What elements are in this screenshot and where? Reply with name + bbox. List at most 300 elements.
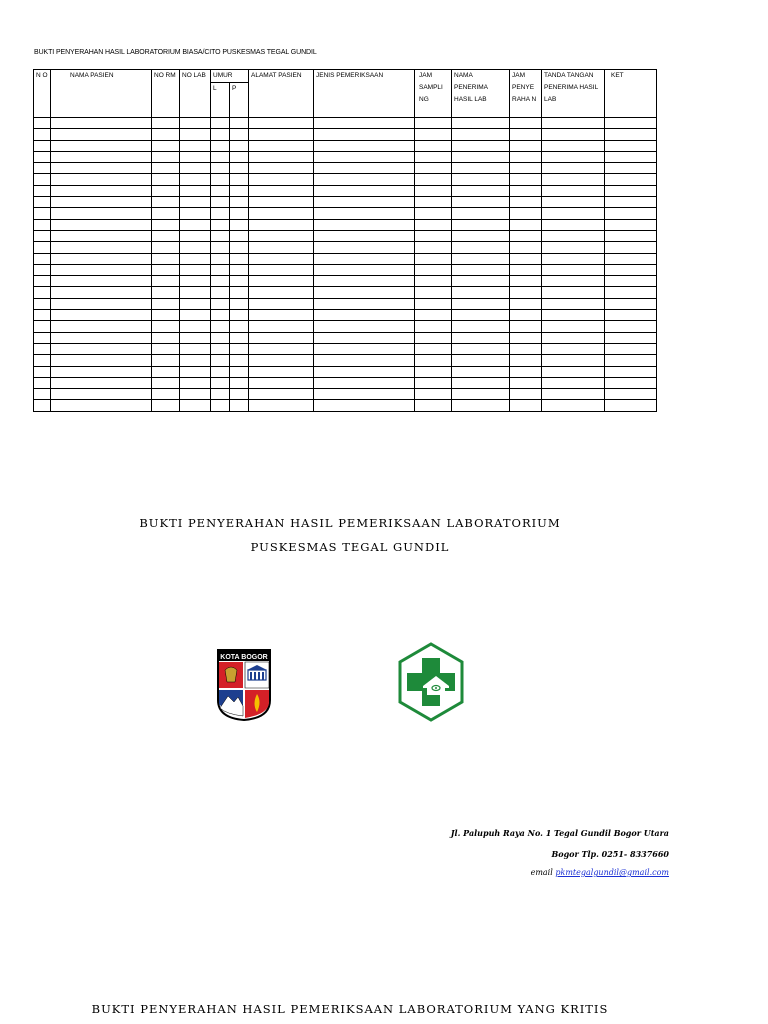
table-cell[interactable] xyxy=(34,389,51,400)
table-cell[interactable] xyxy=(510,276,542,287)
table-cell[interactable] xyxy=(415,287,452,298)
table-cell[interactable] xyxy=(542,151,605,162)
table-cell[interactable] xyxy=(152,310,180,321)
table-cell[interactable] xyxy=(415,377,452,388)
table-cell[interactable] xyxy=(510,332,542,343)
table-cell[interactable] xyxy=(230,377,249,388)
table-cell[interactable] xyxy=(415,343,452,354)
table-cell[interactable] xyxy=(51,298,152,309)
table-cell[interactable] xyxy=(605,140,657,151)
table-cell[interactable] xyxy=(51,287,152,298)
table-cell[interactable] xyxy=(542,118,605,129)
table-cell[interactable] xyxy=(249,174,314,185)
table-cell[interactable] xyxy=(605,197,657,208)
table-cell[interactable] xyxy=(415,355,452,366)
table-cell[interactable] xyxy=(34,310,51,321)
table-cell[interactable] xyxy=(249,253,314,264)
table-cell[interactable] xyxy=(314,355,415,366)
table-cell[interactable] xyxy=(452,163,510,174)
table-cell[interactable] xyxy=(152,355,180,366)
table-cell[interactable] xyxy=(249,242,314,253)
table-cell[interactable] xyxy=(510,219,542,230)
table-cell[interactable] xyxy=(249,366,314,377)
table-cell[interactable] xyxy=(605,129,657,140)
table-cell[interactable] xyxy=(51,310,152,321)
table-cell[interactable] xyxy=(152,276,180,287)
table-cell[interactable] xyxy=(249,163,314,174)
table-cell[interactable] xyxy=(180,332,211,343)
table-cell[interactable] xyxy=(152,264,180,275)
table-cell[interactable] xyxy=(211,197,230,208)
table-cell[interactable] xyxy=(510,400,542,411)
table-cell[interactable] xyxy=(314,230,415,241)
table-cell[interactable] xyxy=(415,129,452,140)
table-cell[interactable] xyxy=(314,287,415,298)
table-cell[interactable] xyxy=(152,343,180,354)
table-cell[interactable] xyxy=(314,276,415,287)
table-cell[interactable] xyxy=(51,163,152,174)
table-cell[interactable] xyxy=(542,310,605,321)
table-cell[interactable] xyxy=(542,400,605,411)
table-cell[interactable] xyxy=(314,310,415,321)
table-cell[interactable] xyxy=(605,343,657,354)
table-cell[interactable] xyxy=(230,310,249,321)
table-cell[interactable] xyxy=(230,208,249,219)
table-cell[interactable] xyxy=(415,242,452,253)
table-cell[interactable] xyxy=(230,253,249,264)
table-cell[interactable] xyxy=(211,298,230,309)
table-cell[interactable] xyxy=(211,377,230,388)
table-cell[interactable] xyxy=(314,197,415,208)
table-cell[interactable] xyxy=(51,321,152,332)
table-cell[interactable] xyxy=(211,208,230,219)
table-cell[interactable] xyxy=(180,242,211,253)
table-cell[interactable] xyxy=(34,276,51,287)
table-cell[interactable] xyxy=(415,185,452,196)
table-cell[interactable] xyxy=(605,298,657,309)
table-cell[interactable] xyxy=(415,276,452,287)
table-cell[interactable] xyxy=(211,129,230,140)
table-cell[interactable] xyxy=(314,174,415,185)
table-cell[interactable] xyxy=(34,174,51,185)
table-cell[interactable] xyxy=(605,332,657,343)
table-cell[interactable] xyxy=(510,197,542,208)
table-cell[interactable] xyxy=(452,343,510,354)
table-cell[interactable] xyxy=(542,163,605,174)
table-cell[interactable] xyxy=(605,321,657,332)
table-cell[interactable] xyxy=(230,242,249,253)
table-cell[interactable] xyxy=(452,298,510,309)
table-cell[interactable] xyxy=(605,242,657,253)
table-cell[interactable] xyxy=(314,242,415,253)
table-cell[interactable] xyxy=(180,321,211,332)
table-cell[interactable] xyxy=(51,400,152,411)
table-cell[interactable] xyxy=(180,355,211,366)
table-cell[interactable] xyxy=(542,219,605,230)
table-cell[interactable] xyxy=(542,321,605,332)
table-cell[interactable] xyxy=(152,389,180,400)
table-cell[interactable] xyxy=(34,321,51,332)
table-cell[interactable] xyxy=(152,298,180,309)
table-cell[interactable] xyxy=(249,151,314,162)
table-cell[interactable] xyxy=(510,310,542,321)
table-cell[interactable] xyxy=(314,185,415,196)
table-cell[interactable] xyxy=(230,321,249,332)
table-cell[interactable] xyxy=(51,140,152,151)
table-cell[interactable] xyxy=(51,230,152,241)
table-cell[interactable] xyxy=(510,287,542,298)
table-cell[interactable] xyxy=(415,174,452,185)
table-cell[interactable] xyxy=(152,366,180,377)
table-cell[interactable] xyxy=(249,287,314,298)
table-cell[interactable] xyxy=(211,355,230,366)
table-cell[interactable] xyxy=(452,140,510,151)
table-cell[interactable] xyxy=(415,253,452,264)
table-cell[interactable] xyxy=(51,208,152,219)
table-cell[interactable] xyxy=(605,389,657,400)
table-cell[interactable] xyxy=(230,118,249,129)
table-cell[interactable] xyxy=(415,400,452,411)
table-cell[interactable] xyxy=(34,287,51,298)
table-cell[interactable] xyxy=(510,377,542,388)
table-cell[interactable] xyxy=(415,298,452,309)
table-cell[interactable] xyxy=(180,264,211,275)
table-cell[interactable] xyxy=(34,197,51,208)
table-cell[interactable] xyxy=(510,140,542,151)
table-cell[interactable] xyxy=(152,219,180,230)
table-cell[interactable] xyxy=(314,321,415,332)
table-cell[interactable] xyxy=(452,366,510,377)
table-cell[interactable] xyxy=(452,253,510,264)
table-cell[interactable] xyxy=(34,151,51,162)
table-cell[interactable] xyxy=(180,208,211,219)
table-cell[interactable] xyxy=(249,185,314,196)
table-cell[interactable] xyxy=(314,118,415,129)
table-cell[interactable] xyxy=(510,118,542,129)
table-cell[interactable] xyxy=(452,332,510,343)
table-cell[interactable] xyxy=(314,208,415,219)
table-cell[interactable] xyxy=(605,264,657,275)
table-cell[interactable] xyxy=(51,197,152,208)
table-cell[interactable] xyxy=(230,174,249,185)
table-cell[interactable] xyxy=(152,129,180,140)
table-cell[interactable] xyxy=(211,276,230,287)
table-cell[interactable] xyxy=(211,163,230,174)
table-cell[interactable] xyxy=(605,276,657,287)
table-cell[interactable] xyxy=(211,343,230,354)
table-cell[interactable] xyxy=(314,377,415,388)
table-cell[interactable] xyxy=(34,377,51,388)
table-cell[interactable] xyxy=(605,400,657,411)
table-cell[interactable] xyxy=(211,287,230,298)
table-cell[interactable] xyxy=(249,321,314,332)
table-cell[interactable] xyxy=(34,298,51,309)
table-cell[interactable] xyxy=(510,208,542,219)
table-cell[interactable] xyxy=(415,264,452,275)
table-cell[interactable] xyxy=(542,208,605,219)
table-cell[interactable] xyxy=(152,185,180,196)
table-cell[interactable] xyxy=(542,332,605,343)
table-cell[interactable] xyxy=(605,287,657,298)
table-cell[interactable] xyxy=(211,219,230,230)
table-cell[interactable] xyxy=(510,242,542,253)
table-cell[interactable] xyxy=(152,151,180,162)
table-cell[interactable] xyxy=(249,230,314,241)
table-cell[interactable] xyxy=(314,366,415,377)
table-cell[interactable] xyxy=(180,140,211,151)
table-cell[interactable] xyxy=(51,332,152,343)
table-cell[interactable] xyxy=(605,174,657,185)
table-cell[interactable] xyxy=(249,276,314,287)
table-cell[interactable] xyxy=(415,321,452,332)
table-cell[interactable] xyxy=(211,400,230,411)
table-cell[interactable] xyxy=(452,151,510,162)
table-cell[interactable] xyxy=(415,310,452,321)
table-cell[interactable] xyxy=(452,230,510,241)
table-cell[interactable] xyxy=(249,310,314,321)
table-cell[interactable] xyxy=(542,264,605,275)
table-cell[interactable] xyxy=(415,389,452,400)
table-cell[interactable] xyxy=(51,389,152,400)
table-cell[interactable] xyxy=(314,140,415,151)
table-cell[interactable] xyxy=(542,242,605,253)
table-cell[interactable] xyxy=(452,264,510,275)
table-cell[interactable] xyxy=(452,219,510,230)
table-cell[interactable] xyxy=(51,264,152,275)
table-cell[interactable] xyxy=(152,140,180,151)
table-cell[interactable] xyxy=(249,219,314,230)
table-cell[interactable] xyxy=(230,197,249,208)
table-cell[interactable] xyxy=(152,321,180,332)
table-cell[interactable] xyxy=(211,151,230,162)
table-cell[interactable] xyxy=(510,163,542,174)
table-cell[interactable] xyxy=(211,366,230,377)
table-cell[interactable] xyxy=(211,264,230,275)
table-cell[interactable] xyxy=(542,287,605,298)
table-cell[interactable] xyxy=(180,185,211,196)
table-cell[interactable] xyxy=(180,151,211,162)
table-cell[interactable] xyxy=(510,185,542,196)
table-cell[interactable] xyxy=(314,129,415,140)
table-cell[interactable] xyxy=(542,129,605,140)
table-cell[interactable] xyxy=(51,276,152,287)
table-cell[interactable] xyxy=(230,389,249,400)
table-cell[interactable] xyxy=(51,355,152,366)
table-cell[interactable] xyxy=(510,355,542,366)
table-cell[interactable] xyxy=(605,185,657,196)
table-cell[interactable] xyxy=(34,140,51,151)
table-cell[interactable] xyxy=(51,185,152,196)
table-cell[interactable] xyxy=(605,366,657,377)
table-cell[interactable] xyxy=(415,163,452,174)
table-cell[interactable] xyxy=(211,118,230,129)
table-cell[interactable] xyxy=(314,343,415,354)
table-cell[interactable] xyxy=(152,208,180,219)
table-cell[interactable] xyxy=(510,366,542,377)
table-cell[interactable] xyxy=(415,197,452,208)
table-cell[interactable] xyxy=(452,185,510,196)
table-cell[interactable] xyxy=(51,118,152,129)
table-cell[interactable] xyxy=(180,129,211,140)
table-cell[interactable] xyxy=(51,366,152,377)
table-cell[interactable] xyxy=(34,332,51,343)
table-cell[interactable] xyxy=(34,185,51,196)
table-cell[interactable] xyxy=(452,276,510,287)
table-cell[interactable] xyxy=(180,377,211,388)
table-cell[interactable] xyxy=(249,208,314,219)
table-cell[interactable] xyxy=(415,208,452,219)
table-cell[interactable] xyxy=(314,389,415,400)
table-cell[interactable] xyxy=(249,197,314,208)
table-cell[interactable] xyxy=(230,355,249,366)
table-cell[interactable] xyxy=(180,219,211,230)
table-cell[interactable] xyxy=(510,230,542,241)
table-cell[interactable] xyxy=(180,366,211,377)
table-cell[interactable] xyxy=(605,151,657,162)
table-cell[interactable] xyxy=(542,253,605,264)
table-cell[interactable] xyxy=(452,389,510,400)
email-link[interactable]: pkmtegalgundil@gmail.com xyxy=(555,868,669,877)
table-cell[interactable] xyxy=(180,343,211,354)
table-cell[interactable] xyxy=(249,118,314,129)
table-cell[interactable] xyxy=(180,163,211,174)
table-cell[interactable] xyxy=(542,230,605,241)
table-cell[interactable] xyxy=(249,264,314,275)
table-cell[interactable] xyxy=(180,174,211,185)
table-cell[interactable] xyxy=(51,343,152,354)
table-cell[interactable] xyxy=(230,276,249,287)
table-cell[interactable] xyxy=(452,197,510,208)
table-cell[interactable] xyxy=(180,389,211,400)
table-cell[interactable] xyxy=(452,208,510,219)
table-cell[interactable] xyxy=(314,219,415,230)
table-cell[interactable] xyxy=(415,332,452,343)
table-cell[interactable] xyxy=(230,185,249,196)
table-cell[interactable] xyxy=(51,129,152,140)
table-cell[interactable] xyxy=(542,377,605,388)
table-cell[interactable] xyxy=(542,174,605,185)
table-cell[interactable] xyxy=(230,151,249,162)
table-cell[interactable] xyxy=(152,253,180,264)
table-cell[interactable] xyxy=(510,321,542,332)
table-cell[interactable] xyxy=(180,197,211,208)
table-cell[interactable] xyxy=(152,400,180,411)
table-cell[interactable] xyxy=(314,400,415,411)
table-cell[interactable] xyxy=(314,332,415,343)
table-cell[interactable] xyxy=(180,253,211,264)
table-cell[interactable] xyxy=(415,118,452,129)
table-cell[interactable] xyxy=(180,298,211,309)
table-cell[interactable] xyxy=(211,253,230,264)
table-cell[interactable] xyxy=(452,242,510,253)
table-cell[interactable] xyxy=(152,287,180,298)
table-cell[interactable] xyxy=(510,151,542,162)
table-cell[interactable] xyxy=(452,310,510,321)
table-cell[interactable] xyxy=(230,400,249,411)
table-cell[interactable] xyxy=(542,389,605,400)
table-cell[interactable] xyxy=(314,163,415,174)
table-cell[interactable] xyxy=(249,343,314,354)
table-cell[interactable] xyxy=(249,298,314,309)
table-cell[interactable] xyxy=(152,197,180,208)
table-cell[interactable] xyxy=(211,242,230,253)
table-cell[interactable] xyxy=(211,389,230,400)
table-cell[interactable] xyxy=(180,276,211,287)
table-cell[interactable] xyxy=(452,174,510,185)
table-cell[interactable] xyxy=(152,242,180,253)
table-cell[interactable] xyxy=(542,197,605,208)
table-cell[interactable] xyxy=(230,140,249,151)
table-cell[interactable] xyxy=(314,264,415,275)
table-cell[interactable] xyxy=(314,253,415,264)
table-cell[interactable] xyxy=(605,118,657,129)
table-cell[interactable] xyxy=(230,343,249,354)
table-cell[interactable] xyxy=(510,298,542,309)
table-cell[interactable] xyxy=(152,163,180,174)
table-cell[interactable] xyxy=(34,230,51,241)
table-cell[interactable] xyxy=(314,151,415,162)
table-cell[interactable] xyxy=(452,355,510,366)
table-cell[interactable] xyxy=(415,151,452,162)
table-cell[interactable] xyxy=(180,118,211,129)
table-cell[interactable] xyxy=(415,219,452,230)
table-cell[interactable] xyxy=(34,343,51,354)
table-cell[interactable] xyxy=(211,332,230,343)
table-cell[interactable] xyxy=(510,389,542,400)
table-cell[interactable] xyxy=(34,366,51,377)
table-cell[interactable] xyxy=(34,400,51,411)
table-cell[interactable] xyxy=(542,343,605,354)
table-cell[interactable] xyxy=(211,174,230,185)
table-cell[interactable] xyxy=(542,298,605,309)
table-cell[interactable] xyxy=(230,298,249,309)
table-cell[interactable] xyxy=(605,253,657,264)
table-cell[interactable] xyxy=(542,355,605,366)
table-cell[interactable] xyxy=(211,321,230,332)
table-cell[interactable] xyxy=(452,287,510,298)
table-cell[interactable] xyxy=(34,355,51,366)
table-cell[interactable] xyxy=(249,377,314,388)
table-cell[interactable] xyxy=(452,321,510,332)
table-cell[interactable] xyxy=(230,163,249,174)
table-cell[interactable] xyxy=(542,140,605,151)
table-cell[interactable] xyxy=(452,377,510,388)
table-cell[interactable] xyxy=(510,343,542,354)
table-cell[interactable] xyxy=(415,230,452,241)
table-cell[interactable] xyxy=(152,332,180,343)
table-cell[interactable] xyxy=(152,377,180,388)
table-cell[interactable] xyxy=(230,287,249,298)
table-cell[interactable] xyxy=(152,174,180,185)
table-cell[interactable] xyxy=(542,366,605,377)
table-cell[interactable] xyxy=(211,310,230,321)
table-cell[interactable] xyxy=(314,298,415,309)
table-cell[interactable] xyxy=(452,118,510,129)
table-cell[interactable] xyxy=(510,129,542,140)
table-cell[interactable] xyxy=(510,253,542,264)
table-cell[interactable] xyxy=(452,400,510,411)
table-cell[interactable] xyxy=(180,230,211,241)
table-cell[interactable] xyxy=(605,230,657,241)
table-cell[interactable] xyxy=(605,219,657,230)
table-cell[interactable] xyxy=(180,287,211,298)
table-cell[interactable] xyxy=(152,230,180,241)
table-cell[interactable] xyxy=(510,174,542,185)
table-cell[interactable] xyxy=(230,230,249,241)
table-cell[interactable] xyxy=(211,140,230,151)
table-cell[interactable] xyxy=(51,219,152,230)
table-cell[interactable] xyxy=(230,219,249,230)
